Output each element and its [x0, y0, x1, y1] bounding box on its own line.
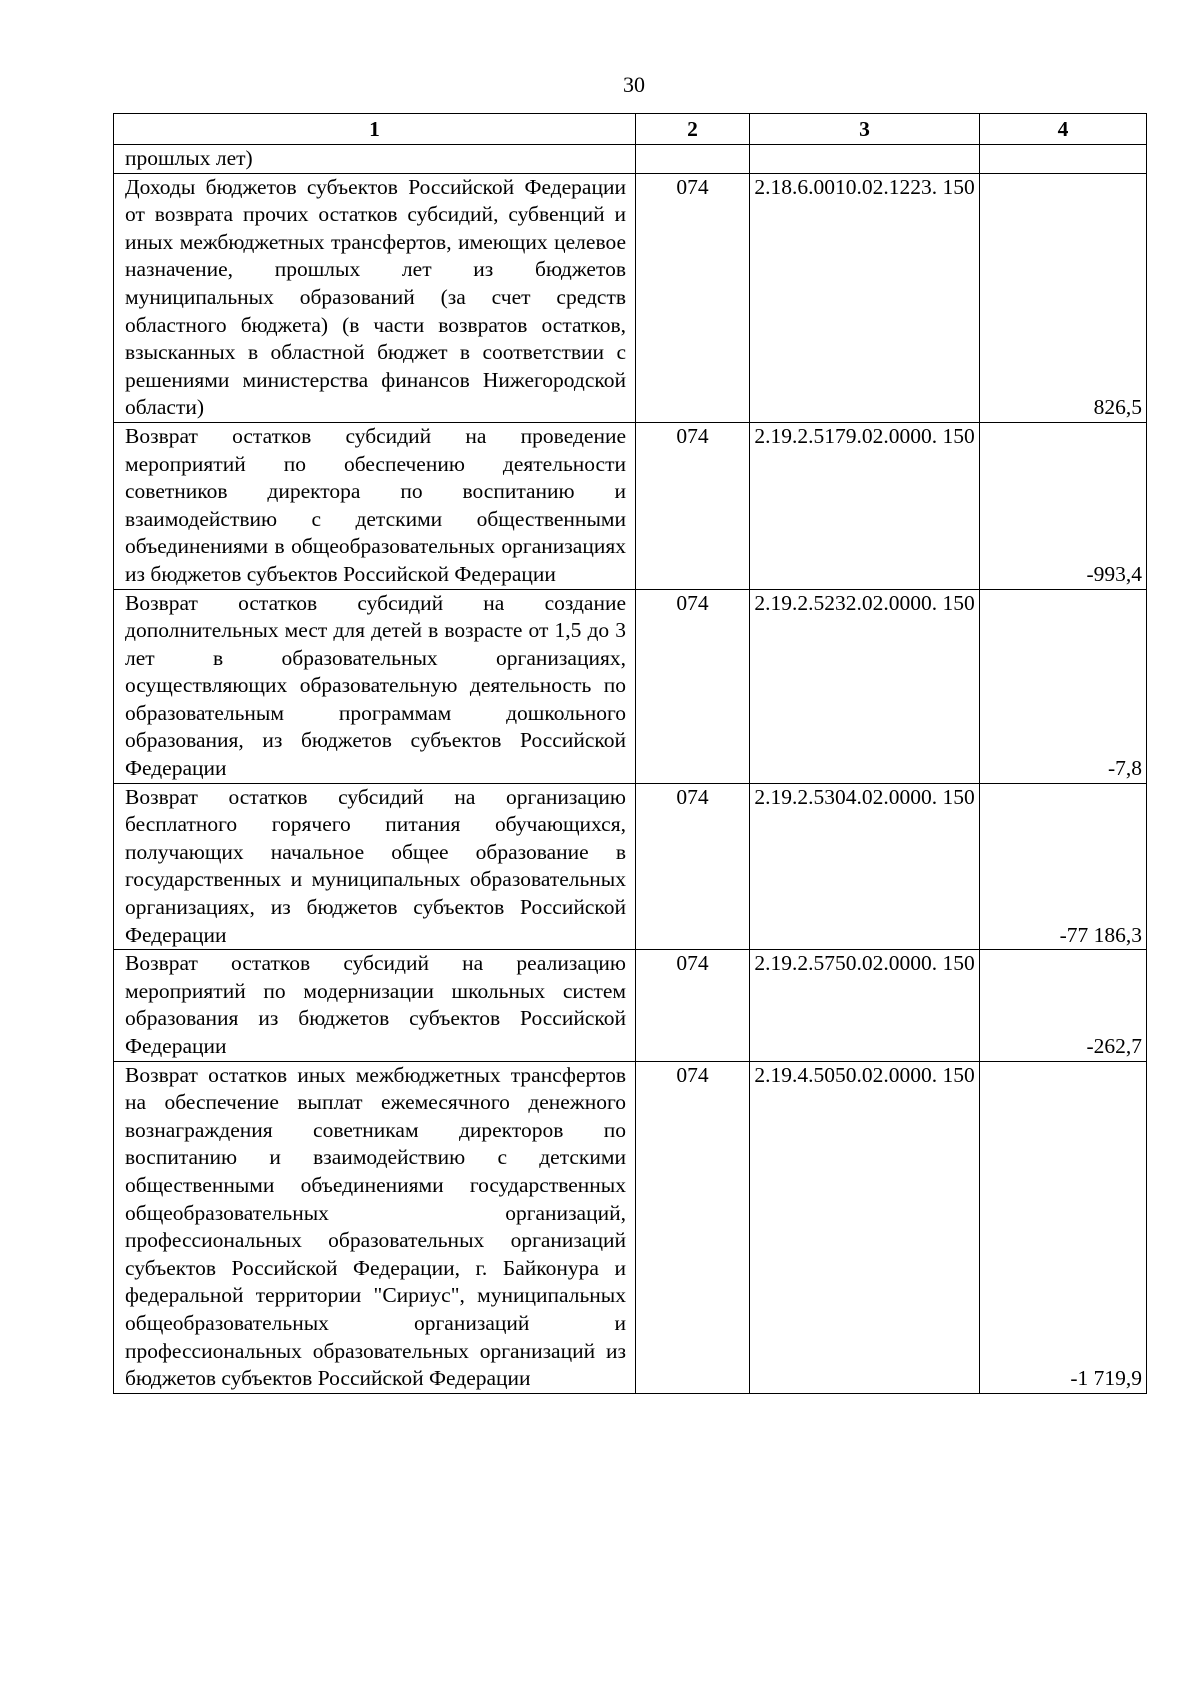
row-budget-code: [750, 145, 980, 174]
row-description: Возврат остатков субсидий на организацию бесплатного горячего питания обучающихся, получающих начальное общее образование в государственных и муниципальных образовательных организациях, из бюджетов субъектов Российской Федерации: [114, 783, 636, 950]
column-header-1: 1: [114, 114, 636, 145]
row-amount: -77 186,3: [980, 783, 1147, 950]
row-description: Возврат остатков иных межбюджетных трансфертов на обеспечение выплат ежемесячного денежного вознаграждения советникам директоров по воспитанию и взаимодействию с детскими общественными объединениями государственных общеобразовательных организаций, профессиональных образовательных организаций субъектов Российской Федерации, г. Байконура и федеральной территории "Сириус", муниципальных общеобразовательных организаций и профессиональных образовательных организаций из бюджетов субъектов Российской Федерации: [114, 1061, 636, 1393]
row-description: Возврат остатков субсидий на реализацию мероприятий по модернизации школьных систем образования из бюджетов субъектов Российской Федерации: [114, 950, 636, 1061]
row-description: Доходы бюджетов субъектов Российской Федерации от возврата прочих остатков субсидий, субвенций и иных межбюджетных трансфертов, имеющих целевое назначение, прошлых лет из бюджетов муниципальных образований (за счет средств областного бюджета) (в части возвратов остатков, взысканных в областной бюджет в соответствии с решениями министерства финансов Нижегородской области): [114, 173, 636, 422]
row-budget-code: 2.19.4.5050.02.0000. 150: [750, 1061, 980, 1393]
row-amount: -1 719,9: [980, 1061, 1147, 1393]
row-admin-code: 074: [636, 173, 750, 422]
row-budget-code: 2.18.6.0010.02.1223. 150: [750, 173, 980, 422]
budget-table: [113, 113, 1147, 1394]
table-row: [114, 422, 1147, 589]
row-budget-code: 2.19.2.5179.02.0000. 150: [750, 422, 980, 589]
table-row: [114, 589, 1147, 783]
row-budget-code: 2.19.2.5304.02.0000. 150: [750, 783, 980, 950]
row-amount: -262,7: [980, 950, 1147, 1061]
row-budget-code: 2.19.2.5232.02.0000. 150: [750, 589, 980, 783]
table-row: [114, 173, 1147, 422]
row-amount: -993,4: [980, 422, 1147, 589]
column-header-3: 3: [750, 114, 980, 145]
row-admin-code: 074: [636, 950, 750, 1061]
row-admin-code: 074: [636, 783, 750, 950]
row-description: прошлых лет): [114, 145, 636, 174]
row-budget-code: 2.19.2.5750.02.0000. 150: [750, 950, 980, 1061]
row-admin-code: 074: [636, 422, 750, 589]
row-amount: -7,8: [980, 589, 1147, 783]
table-row: [114, 950, 1147, 1061]
table-header-row: [114, 114, 1147, 145]
table-row: [114, 1061, 1147, 1393]
row-description: Возврат остатков субсидий на проведение мероприятий по обеспечению деятельности советников директора по воспитанию и взаимодействию с детскими общественными объединениями в общеобразовательных организациях из бюджетов субъектов Российской Федерации: [114, 422, 636, 589]
row-description: Возврат остатков субсидий на создание дополнительных мест для детей в возрасте от 1,5 до 3 лет в образовательных организациях, осуществляющих образовательную деятельность по образовательным программам дошкольного образования, из бюджетов субъектов Российской Федерации: [114, 589, 636, 783]
table-row: [114, 783, 1147, 950]
row-admin-code: 074: [636, 1061, 750, 1393]
column-header-4: 4: [980, 114, 1147, 145]
table-row: [114, 145, 1147, 174]
row-admin-code: 074: [636, 589, 750, 783]
row-amount: [980, 145, 1147, 174]
row-amount: 826,5: [980, 173, 1147, 422]
page-number: 30: [623, 72, 645, 97]
row-admin-code: [636, 145, 750, 174]
column-header-2: 2: [636, 114, 750, 145]
